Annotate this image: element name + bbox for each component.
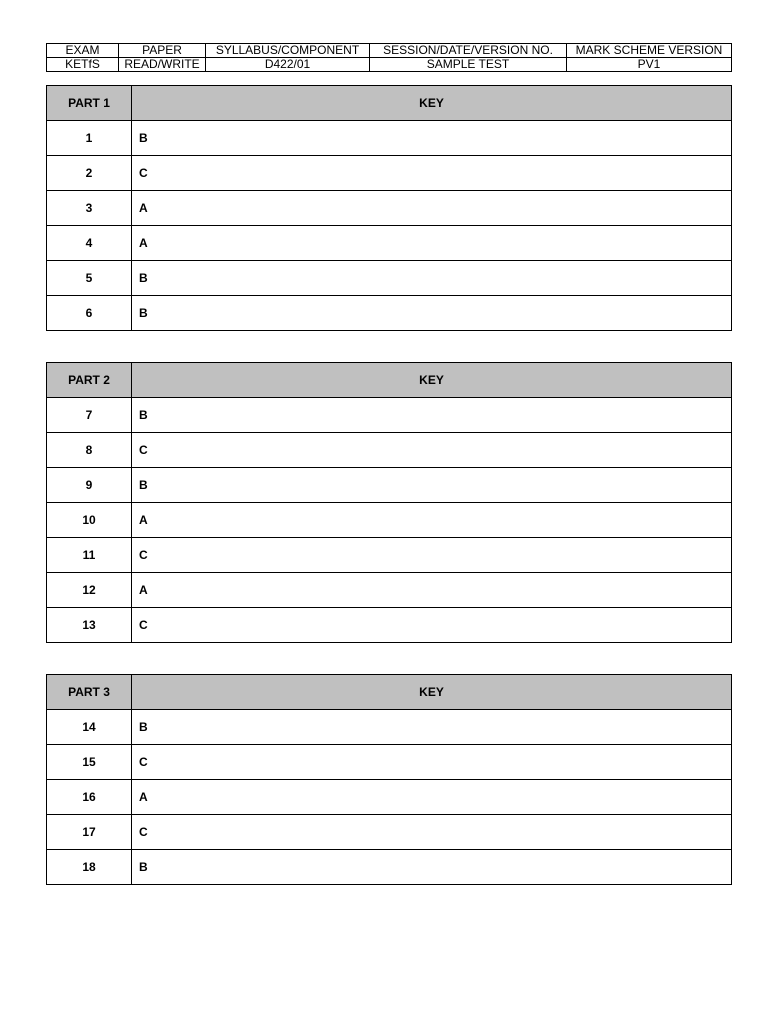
answer-key: C bbox=[132, 156, 732, 191]
answer-row bbox=[47, 608, 732, 643]
session-date-version-label: SESSION/DATE/VERSION NO. bbox=[370, 44, 567, 58]
answer-key: C bbox=[132, 745, 732, 780]
part-2-answer-key-table bbox=[46, 362, 732, 643]
question-number: 3 bbox=[47, 191, 132, 226]
question-number: 13 bbox=[47, 608, 132, 643]
answer-key: A bbox=[132, 226, 732, 261]
question-number: 17 bbox=[47, 815, 132, 850]
answer-key: A bbox=[132, 780, 732, 815]
session-date-version-value: SAMPLE TEST bbox=[370, 58, 567, 72]
paper-value: READ/WRITE bbox=[119, 58, 206, 72]
exam-label: EXAM bbox=[47, 44, 119, 58]
answer-key: B bbox=[132, 468, 732, 503]
answer-key: B bbox=[132, 296, 732, 331]
key-column-header: KEY bbox=[132, 363, 732, 398]
answer-key: B bbox=[132, 398, 732, 433]
answer-row bbox=[47, 121, 732, 156]
answer-key-header-row bbox=[47, 363, 732, 398]
answer-row bbox=[47, 261, 732, 296]
question-number: 4 bbox=[47, 226, 132, 261]
paper-label: PAPER bbox=[119, 44, 206, 58]
question-number: 18 bbox=[47, 850, 132, 885]
answer-row bbox=[47, 780, 732, 815]
syllabus-component-value: D422/01 bbox=[206, 58, 370, 72]
answer-row bbox=[47, 745, 732, 780]
syllabus-component-label: SYLLABUS/COMPONENT bbox=[206, 44, 370, 58]
key-column-header: KEY bbox=[132, 675, 732, 710]
answer-key: A bbox=[132, 503, 732, 538]
answer-key: C bbox=[132, 608, 732, 643]
question-number: 14 bbox=[47, 710, 132, 745]
answer-row bbox=[47, 468, 732, 503]
part-title: PART 1 bbox=[47, 86, 132, 121]
answer-row bbox=[47, 710, 732, 745]
part-3-answer-key-table bbox=[46, 674, 732, 885]
answer-key: A bbox=[132, 191, 732, 226]
answer-row bbox=[47, 296, 732, 331]
answer-key: B bbox=[132, 850, 732, 885]
question-number: 6 bbox=[47, 296, 132, 331]
part-title: PART 3 bbox=[47, 675, 132, 710]
answer-key: B bbox=[132, 261, 732, 296]
answer-row bbox=[47, 156, 732, 191]
mark-scheme-version-value: PV1 bbox=[567, 58, 732, 72]
question-number: 2 bbox=[47, 156, 132, 191]
question-number: 7 bbox=[47, 398, 132, 433]
answer-key: B bbox=[132, 121, 732, 156]
answer-key-header-row bbox=[47, 675, 732, 710]
answer-row bbox=[47, 850, 732, 885]
mark-scheme-header-table bbox=[46, 43, 732, 72]
question-number: 1 bbox=[47, 121, 132, 156]
answer-row bbox=[47, 573, 732, 608]
header-values-row bbox=[47, 58, 732, 72]
answer-row bbox=[47, 433, 732, 468]
mark-scheme-version-label: MARK SCHEME VERSION bbox=[567, 44, 732, 58]
answer-key: C bbox=[132, 815, 732, 850]
question-number: 10 bbox=[47, 503, 132, 538]
question-number: 15 bbox=[47, 745, 132, 780]
header-labels-row bbox=[47, 44, 732, 58]
question-number: 11 bbox=[47, 538, 132, 573]
part-title: PART 2 bbox=[47, 363, 132, 398]
question-number: 5 bbox=[47, 261, 132, 296]
answer-key: B bbox=[132, 710, 732, 745]
question-number: 16 bbox=[47, 780, 132, 815]
question-number: 9 bbox=[47, 468, 132, 503]
answer-row bbox=[47, 226, 732, 261]
part-1-answer-key-table bbox=[46, 85, 732, 331]
answer-row bbox=[47, 191, 732, 226]
answer-row bbox=[47, 503, 732, 538]
answer-row bbox=[47, 398, 732, 433]
answer-key-header-row bbox=[47, 86, 732, 121]
answer-key: A bbox=[132, 573, 732, 608]
question-number: 12 bbox=[47, 573, 132, 608]
answer-row bbox=[47, 815, 732, 850]
answer-key: C bbox=[132, 538, 732, 573]
exam-value: KETfS bbox=[47, 58, 119, 72]
answer-key: C bbox=[132, 433, 732, 468]
question-number: 8 bbox=[47, 433, 132, 468]
key-column-header: KEY bbox=[132, 86, 732, 121]
answer-row bbox=[47, 538, 732, 573]
